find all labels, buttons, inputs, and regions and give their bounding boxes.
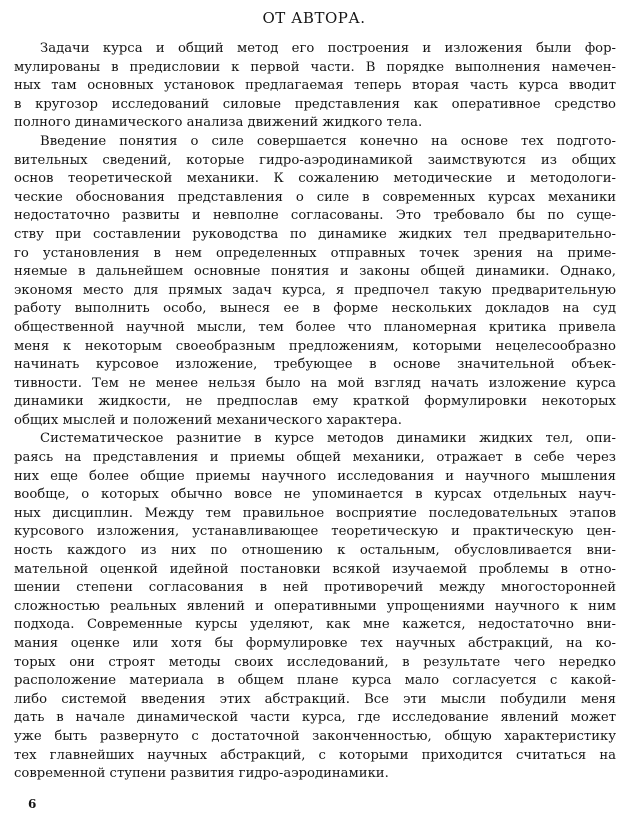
text-line: ству при составлении руководства по динамике жидких тел предварительно- — [14, 226, 616, 242]
paragraph — [14, 40, 616, 133]
text-line: недостаточно развиты и невполне согласованы. Это требовало бы по суще- — [14, 208, 616, 224]
text-line: общих мыслей и положений механического характера. — [14, 412, 402, 428]
page-title: ОТ АВТОРА. — [262, 9, 366, 27]
text-line: работу выполнить особо, вынеся ее в форме нескольких докладов на суд — [14, 301, 616, 317]
text-line: меня к некоторым своеобразным предложениям, которыми нецелесообразно — [14, 338, 616, 354]
document-body — [14, 40, 616, 784]
paragraph — [14, 133, 616, 431]
text-line: мулированы в предисловии к первой части. В порядке выполнения намечен- — [14, 59, 616, 75]
text-line: Систематическое разнитие в курсе методов динамики жидких тел, опи- — [40, 431, 616, 447]
text-line: современной ступени развития гидро-аэродинамики. — [14, 766, 389, 782]
text-line: основ теоретической механики. К сожалению методические и методологи- — [14, 171, 616, 187]
text-line: шении степени согласования в ней противоречий между многосторонней — [14, 580, 616, 596]
text-line: го установления в нем определенных отправных точек зрения на приме- — [14, 245, 616, 261]
text-line: вительных сведений, которые гидро-аэродинамикой заимствуются из общих — [14, 152, 616, 168]
text-line: тех главнейших научных абстракций, с которыми приходится считаться на — [14, 747, 616, 763]
text-line: начинать курсовое изложение, требующее в основе значительной объек- — [14, 357, 616, 373]
text-line: ческие обоснования представления о силе в современных курсах механики — [14, 189, 616, 205]
text-line: сложностью реальных явлений и оперативными упрощениями научного к ним — [14, 598, 616, 614]
text-line: общественной научной мысли, тем более что планомерная критика привела — [14, 319, 616, 335]
text-line: тивности. Тем не менее нельзя было на мой взгляд начать изложение курса — [14, 375, 616, 391]
text-line: либо системой введения этих абстракций. Все эти мысли побудили меня — [14, 691, 616, 707]
text-line: подхода. Современные курсы уделяют, как мне кажется, недостаточно вни- — [14, 617, 616, 633]
text-line: динамики жидкости, не предпослав ему краткой формулировки некоторых — [14, 394, 616, 410]
text-line: ных дисциплин. Между тем правильное восприятие последовательных этапов — [14, 505, 616, 521]
text-line: вообще, о которых обычно вовсе не упоминается в курсах отдельных науч- — [14, 487, 616, 503]
text-line: мательной оценкой идейной постановки всякой изучаемой проблемы в отно- — [14, 561, 616, 577]
text-line: няемые в дальнейшем основные понятия и законы общей динамики. Однако, — [14, 264, 616, 280]
text-line: курсового изложения, устанавливающее теоретическую и практическую цен- — [14, 524, 616, 540]
text-line: уже быть развернуто с достаточной законченностью, общую характеристику — [14, 728, 616, 744]
text-line: раясь на представления и приемы общей механики, отражает в себе через — [14, 450, 616, 466]
text-line: торых они строят методы своих исследований, в результате чего нередко — [14, 654, 616, 670]
text-line: ных там основных установок предлагаемая теперь вторая часть курса вводит — [14, 78, 616, 94]
text-line: полного динамического анализа движений жидкого тела. — [14, 115, 423, 131]
text-line: экономя место для прямых задач курса, я предпочел такую предварительную — [14, 282, 616, 298]
text-line: них еще более общие приемы научного исследования и научного мышления — [14, 468, 616, 484]
text-line: мания оценке или хотя бы формулировке тех научных абстракций, на ко- — [14, 636, 616, 651]
text-line: в кругозор исследований силовые представления как оперативное средство — [14, 96, 616, 112]
page-number: 6 — [28, 797, 37, 811]
text-line: Задачи курса и общий метод его построения и изложения были фор- — [40, 41, 616, 56]
text-line: ность каждого из них по отношению к остальным, обусловливается вни- — [14, 543, 616, 559]
text-line: дать в начале динамической части курса, где исследование явлений может — [14, 710, 616, 726]
text-line: расположение материала в общем плане курса мало согласуется с какой- — [14, 673, 616, 689]
text-line: Введение понятия о силе совершается конечно на основе тех подгото- — [40, 133, 616, 149]
paragraph — [14, 430, 616, 783]
